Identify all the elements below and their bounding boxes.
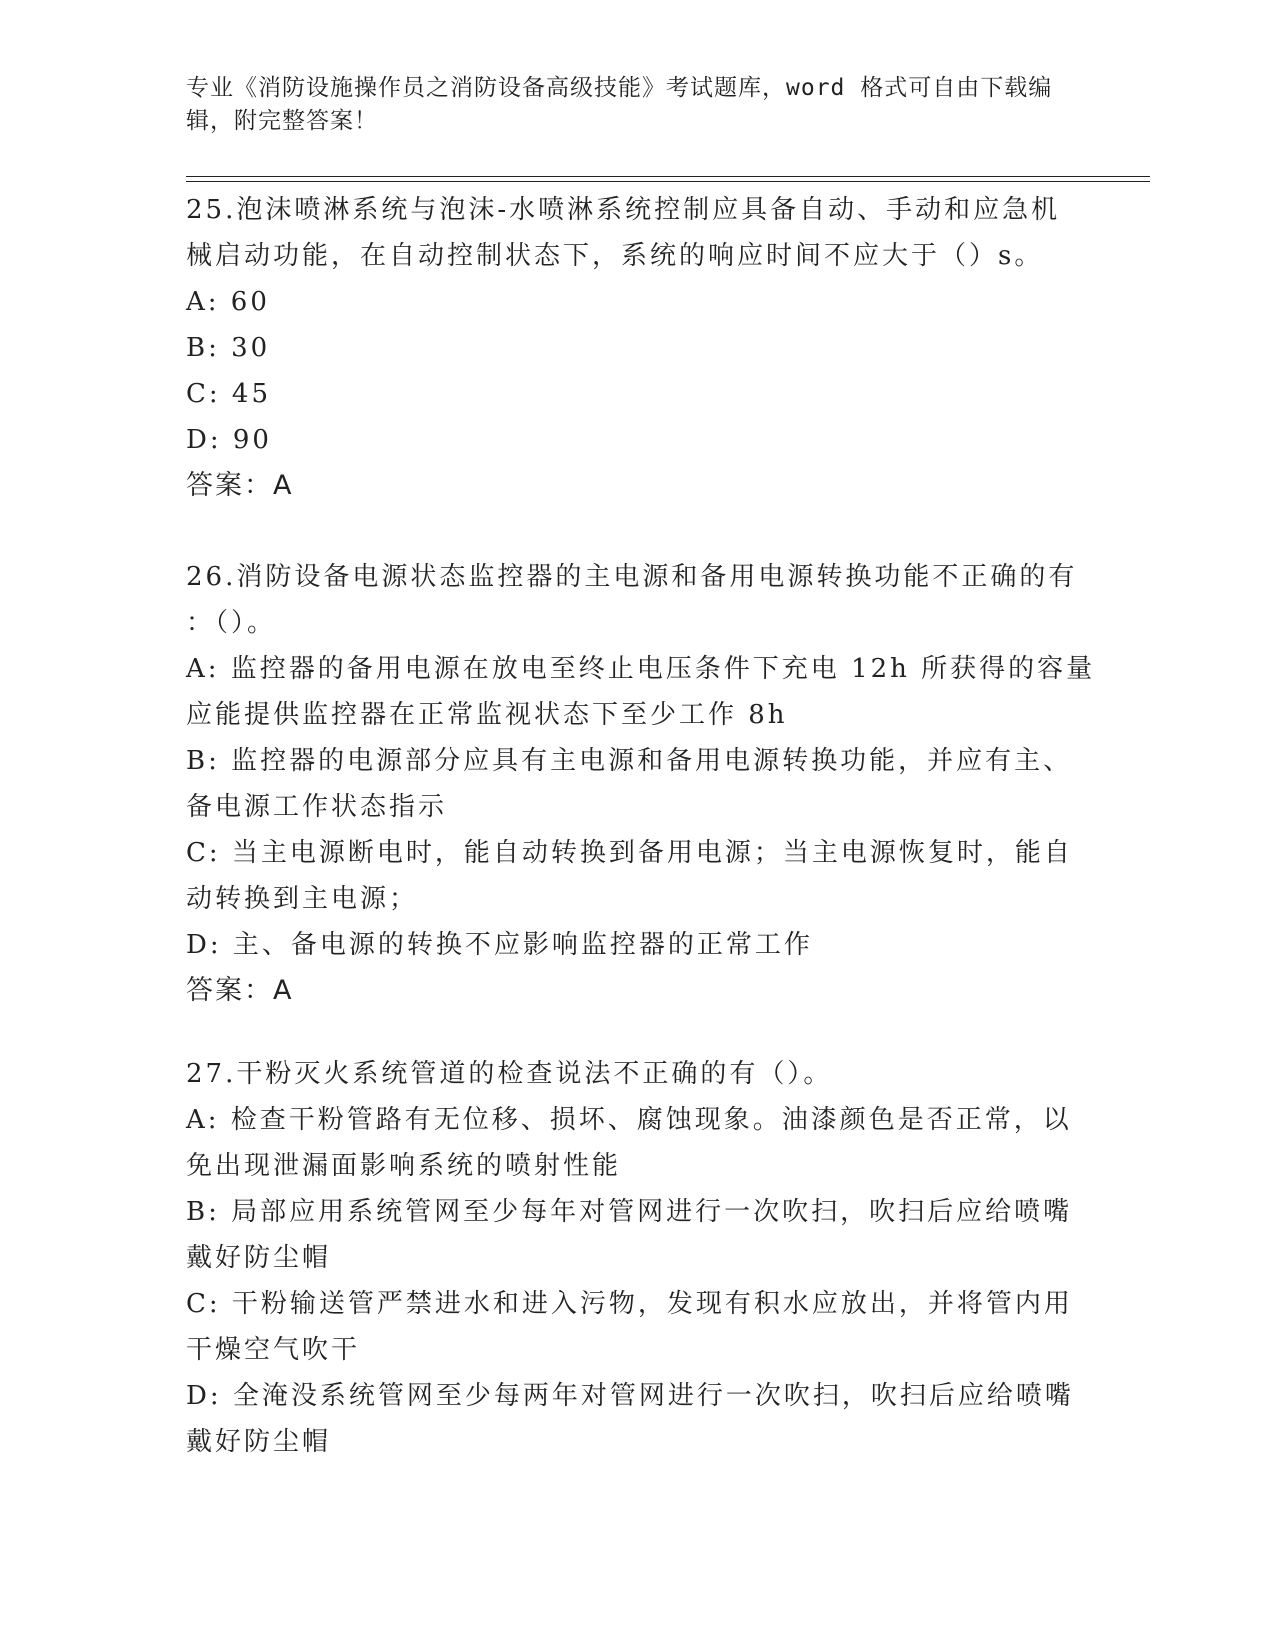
option-d: D: 90 — [186, 425, 272, 455]
option-c: C: 干粉输送管严禁进水和进入污物，发现有积水应放出，并将管内用 — [186, 1289, 1073, 1319]
option-a-continued: 免出现泄漏面影响系统的喷射性能 — [186, 1151, 622, 1181]
header-line-1: 专业《消防设施操作员之消防设备高级技能》考试题库，word 格式可自由下载编 — [186, 75, 1053, 101]
question-stem-line: 26.消防设备电源状态监控器的主电源和备用电源转换功能不正确的有 — [186, 562, 1078, 592]
option-b: B: 监控器的电源部分应具有主电源和备用电源转换功能，并应有主、 — [186, 746, 1073, 776]
option-b: B: 30 — [186, 333, 271, 363]
option-c: C: 当主电源断电时，能自动转换到备用电源；当主电源恢复时，能自 — [186, 838, 1073, 868]
option-a: A: 检查干粉管路有无位移、损坏、腐蚀现象。油漆颜色是否正常，以 — [186, 1105, 1072, 1135]
question-stem-line: 械启动功能，在自动控制状态下，系统的响应时间不应大于（）s。 — [186, 241, 1044, 271]
option-c-continued: 干燥空气吹干 — [186, 1335, 361, 1365]
option-d-continued: 戴好防尘帽 — [186, 1427, 332, 1457]
answer-label: 答案：A — [186, 470, 294, 501]
option-c: C: 45 — [186, 379, 272, 409]
question-stem-line: ：（）。 — [186, 608, 277, 638]
option-d: D: 主、备电源的转换不应影响监控器的正常工作 — [186, 930, 813, 960]
option-b: B: 局部应用系统管网至少每年对管网进行一次吹扫，吹扫后应给喷嘴 — [186, 1197, 1073, 1227]
option-a-continued: 应能提供监控器在正常监视状态下至少工作 8h — [186, 700, 788, 730]
header-rule-bottom — [186, 181, 1150, 182]
option-d: D: 全淹没系统管网至少每两年对管网进行一次吹扫，吹扫后应给喷嘴 — [186, 1381, 1074, 1411]
question-stem-line: 27.干粉灭火系统管道的检查说法不正确的有（）。 — [186, 1059, 833, 1089]
option-b-continued: 备电源工作状态指示 — [186, 792, 448, 822]
option-b-continued: 戴好防尘帽 — [186, 1243, 332, 1273]
document-header — [186, 72, 1066, 138]
question-25 — [186, 187, 1076, 509]
option-c-continued: 动转换到主电源； — [186, 884, 419, 914]
question-stem-line: 25.泡沫喷淋系统与泡沫-水喷淋系统控制应具备自动、手动和应急机 — [186, 195, 1061, 225]
question-26 — [186, 554, 1096, 1014]
answer-label: 答案：A — [186, 975, 294, 1006]
option-a: A: 60 — [186, 287, 270, 317]
question-27 — [186, 1051, 1076, 1465]
option-a: A: 监控器的备用电源在放电至终止电压条件下充电 12h 所获得的容量 — [186, 654, 1096, 684]
header-rule-top — [186, 176, 1150, 177]
header-line-2: 辑，附完整答案！ — [186, 108, 378, 134]
